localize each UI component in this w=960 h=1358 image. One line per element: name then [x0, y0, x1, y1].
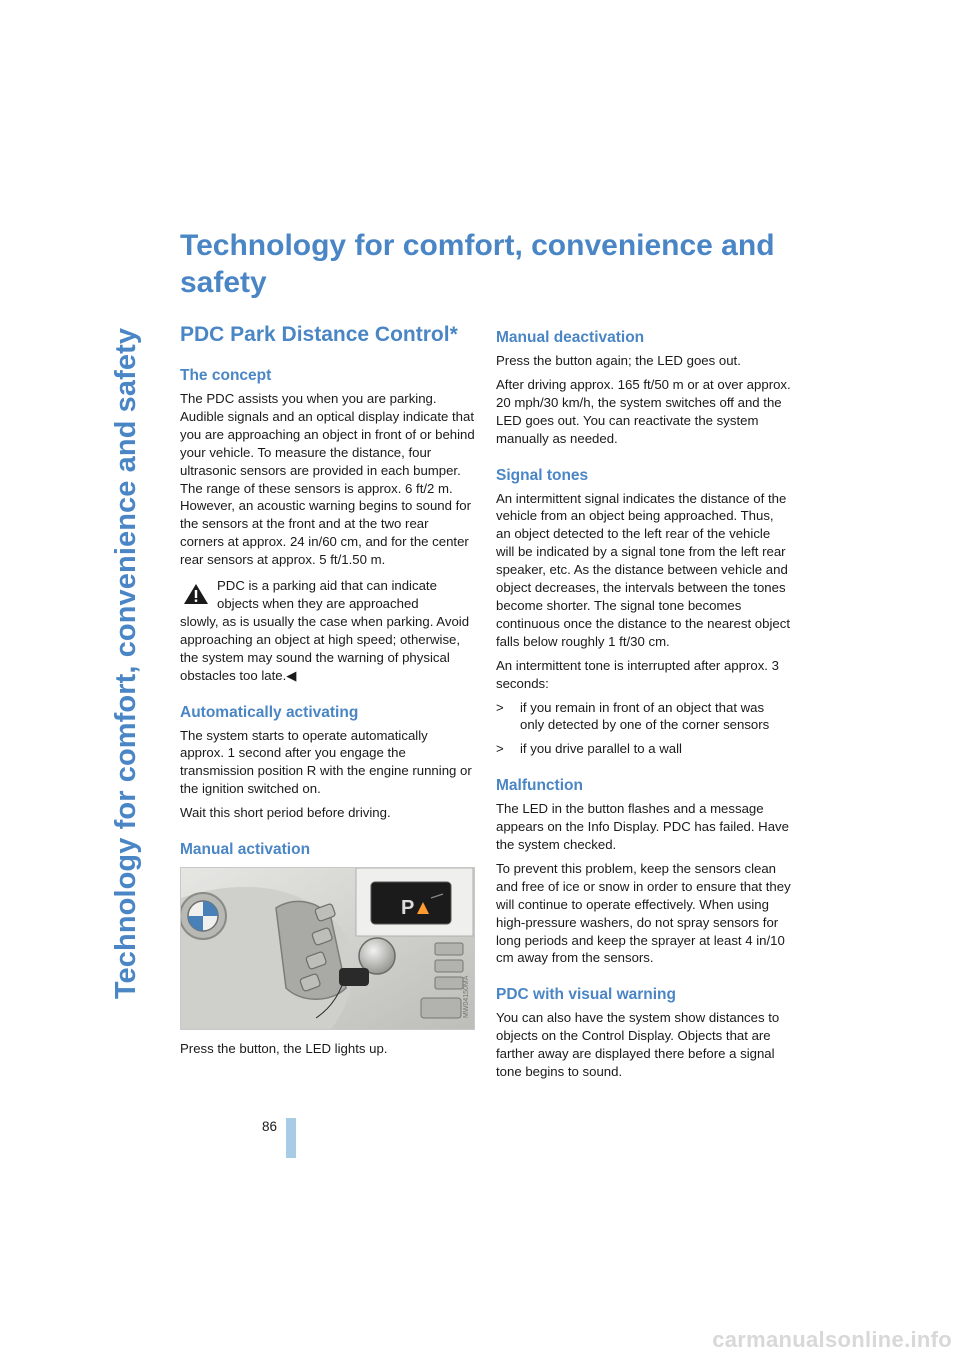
- warning-note: [180, 577, 475, 684]
- visual-warning-text: You can also have the system show distances to objects on the Control Display. Objects that are farther away are displayed there before a signal tone begins to sound.: [496, 1010, 780, 1080]
- warning-text-line1: PDC is a parking aid that can indicate objects when they are approached: [217, 578, 437, 611]
- footer-watermark[interactable]: carmanualsonline.info: [712, 1327, 952, 1352]
- page-number: 86: [262, 1119, 278, 1134]
- list-item: [496, 740, 791, 758]
- malfunction-text: The LED in the button flashes and a message appears on the Info Display. PDC has failed. Have the system checked.: [496, 801, 789, 853]
- auto-activation-text: The system starts to operate automatically approx. 1 second after you engage the transmission position R with the engine running or the ignition switched on.: [180, 727, 472, 797]
- malfunction-prevention-text: To prevent this problem, keep the sensors clean and free of ice or snow in order to ensure that they will continue to operate effectively. When using high-pressure washers, do not spray sensors for long periods and keep the sprayer at least 4 in/10 cm away from the sensors.: [496, 860, 791, 966]
- auto-activation-wait-text: Wait this short period before driving.: [180, 805, 391, 821]
- concept-text: The PDC assists you when you are parking. Audible signals and an optical display indicate that you are approaching an object in front of or behind your vehicle. To measure the distance, four ultrasonic sensors are provided in each bumper. The range of these sensors is approx. 6 ft/2 m. However, an acoustic warning begins to sound for the sensors at the front and at the two rear corners at approx. 24 in/60 cm, and for the center rear sensors at approx. 5 ft/1.50 m.: [180, 391, 475, 568]
- manual-activation-caption: Press the button, the LED lights up.: [180, 1041, 388, 1057]
- manual-activation-heading: Manual activation: [180, 841, 311, 859]
- bullet-text: if you remain in front of an object that was only detected by one of the corner sensors: [520, 699, 770, 733]
- pdc-button-photo: [180, 867, 475, 1030]
- signal-tones-text: An intermittent signal indicates the distance of the vehicle from an object being approached. Thus, an object detected to the left rear of the vehicle will be indicated by a signal tone from the left rear speaker, etc. As the distance between vehicle and object decreases, the intervals between the tones become shorter. The signal tone becomes continuous once the distance to the nearest object falls below roughly 1 ft/30 cm.: [496, 490, 790, 649]
- manual-deactivation-heading: Manual deactivation: [496, 329, 645, 346]
- bullet-mark: >: [496, 741, 504, 757]
- manual-deactivation-text: Press the button again; the LED goes out.: [496, 353, 741, 368]
- right-column: [496, 322, 791, 1087]
- bullet-mark: >: [496, 699, 504, 715]
- visual-warning-heading: PDC with visual warning: [496, 986, 676, 1004]
- page-title: Technology for comfort, convenience and safety: [180, 229, 775, 299]
- signal-tones-interrupt-text: An intermittent tone is interrupted after approx. 3 seconds:: [496, 657, 779, 691]
- concept-heading: The concept: [180, 367, 272, 384]
- steering-wheel-illustration: [181, 868, 474, 1029]
- pdc-button-label: P: [401, 897, 415, 920]
- signal-tones-heading: Signal tones: [496, 466, 589, 484]
- side-chapter-title: [103, 230, 151, 1096]
- bullet-text: if you drive parallel to a wall: [520, 741, 682, 757]
- warning-text-line2: slowly, as is usually the case when parking. Avoid approaching an object at high speed; otherwise, the system may sound the warning of physical obstacles too late.◀: [180, 613, 470, 683]
- image-code: MW04150MA: [463, 975, 470, 1019]
- manual-deactivation-auto-off-text: After driving approx. 165 ft/50 m or at over approx. 20 mph/30 km/h, the system switches off and the LED goes out. You can reactivate the system manually as needed.: [496, 376, 791, 446]
- section-title: PDC Park Distance Control*: [180, 323, 458, 346]
- left-column: [180, 322, 475, 1064]
- page-bar: [286, 1118, 296, 1158]
- auto-activation-heading: Automatically activating: [180, 703, 359, 721]
- side-chapter-title-text: Technology for comfort, convenience and safety: [110, 327, 143, 999]
- malfunction-heading: Malfunction: [496, 777, 583, 795]
- warning-triangle-icon: [183, 583, 209, 605]
- list-item: [496, 699, 791, 735]
